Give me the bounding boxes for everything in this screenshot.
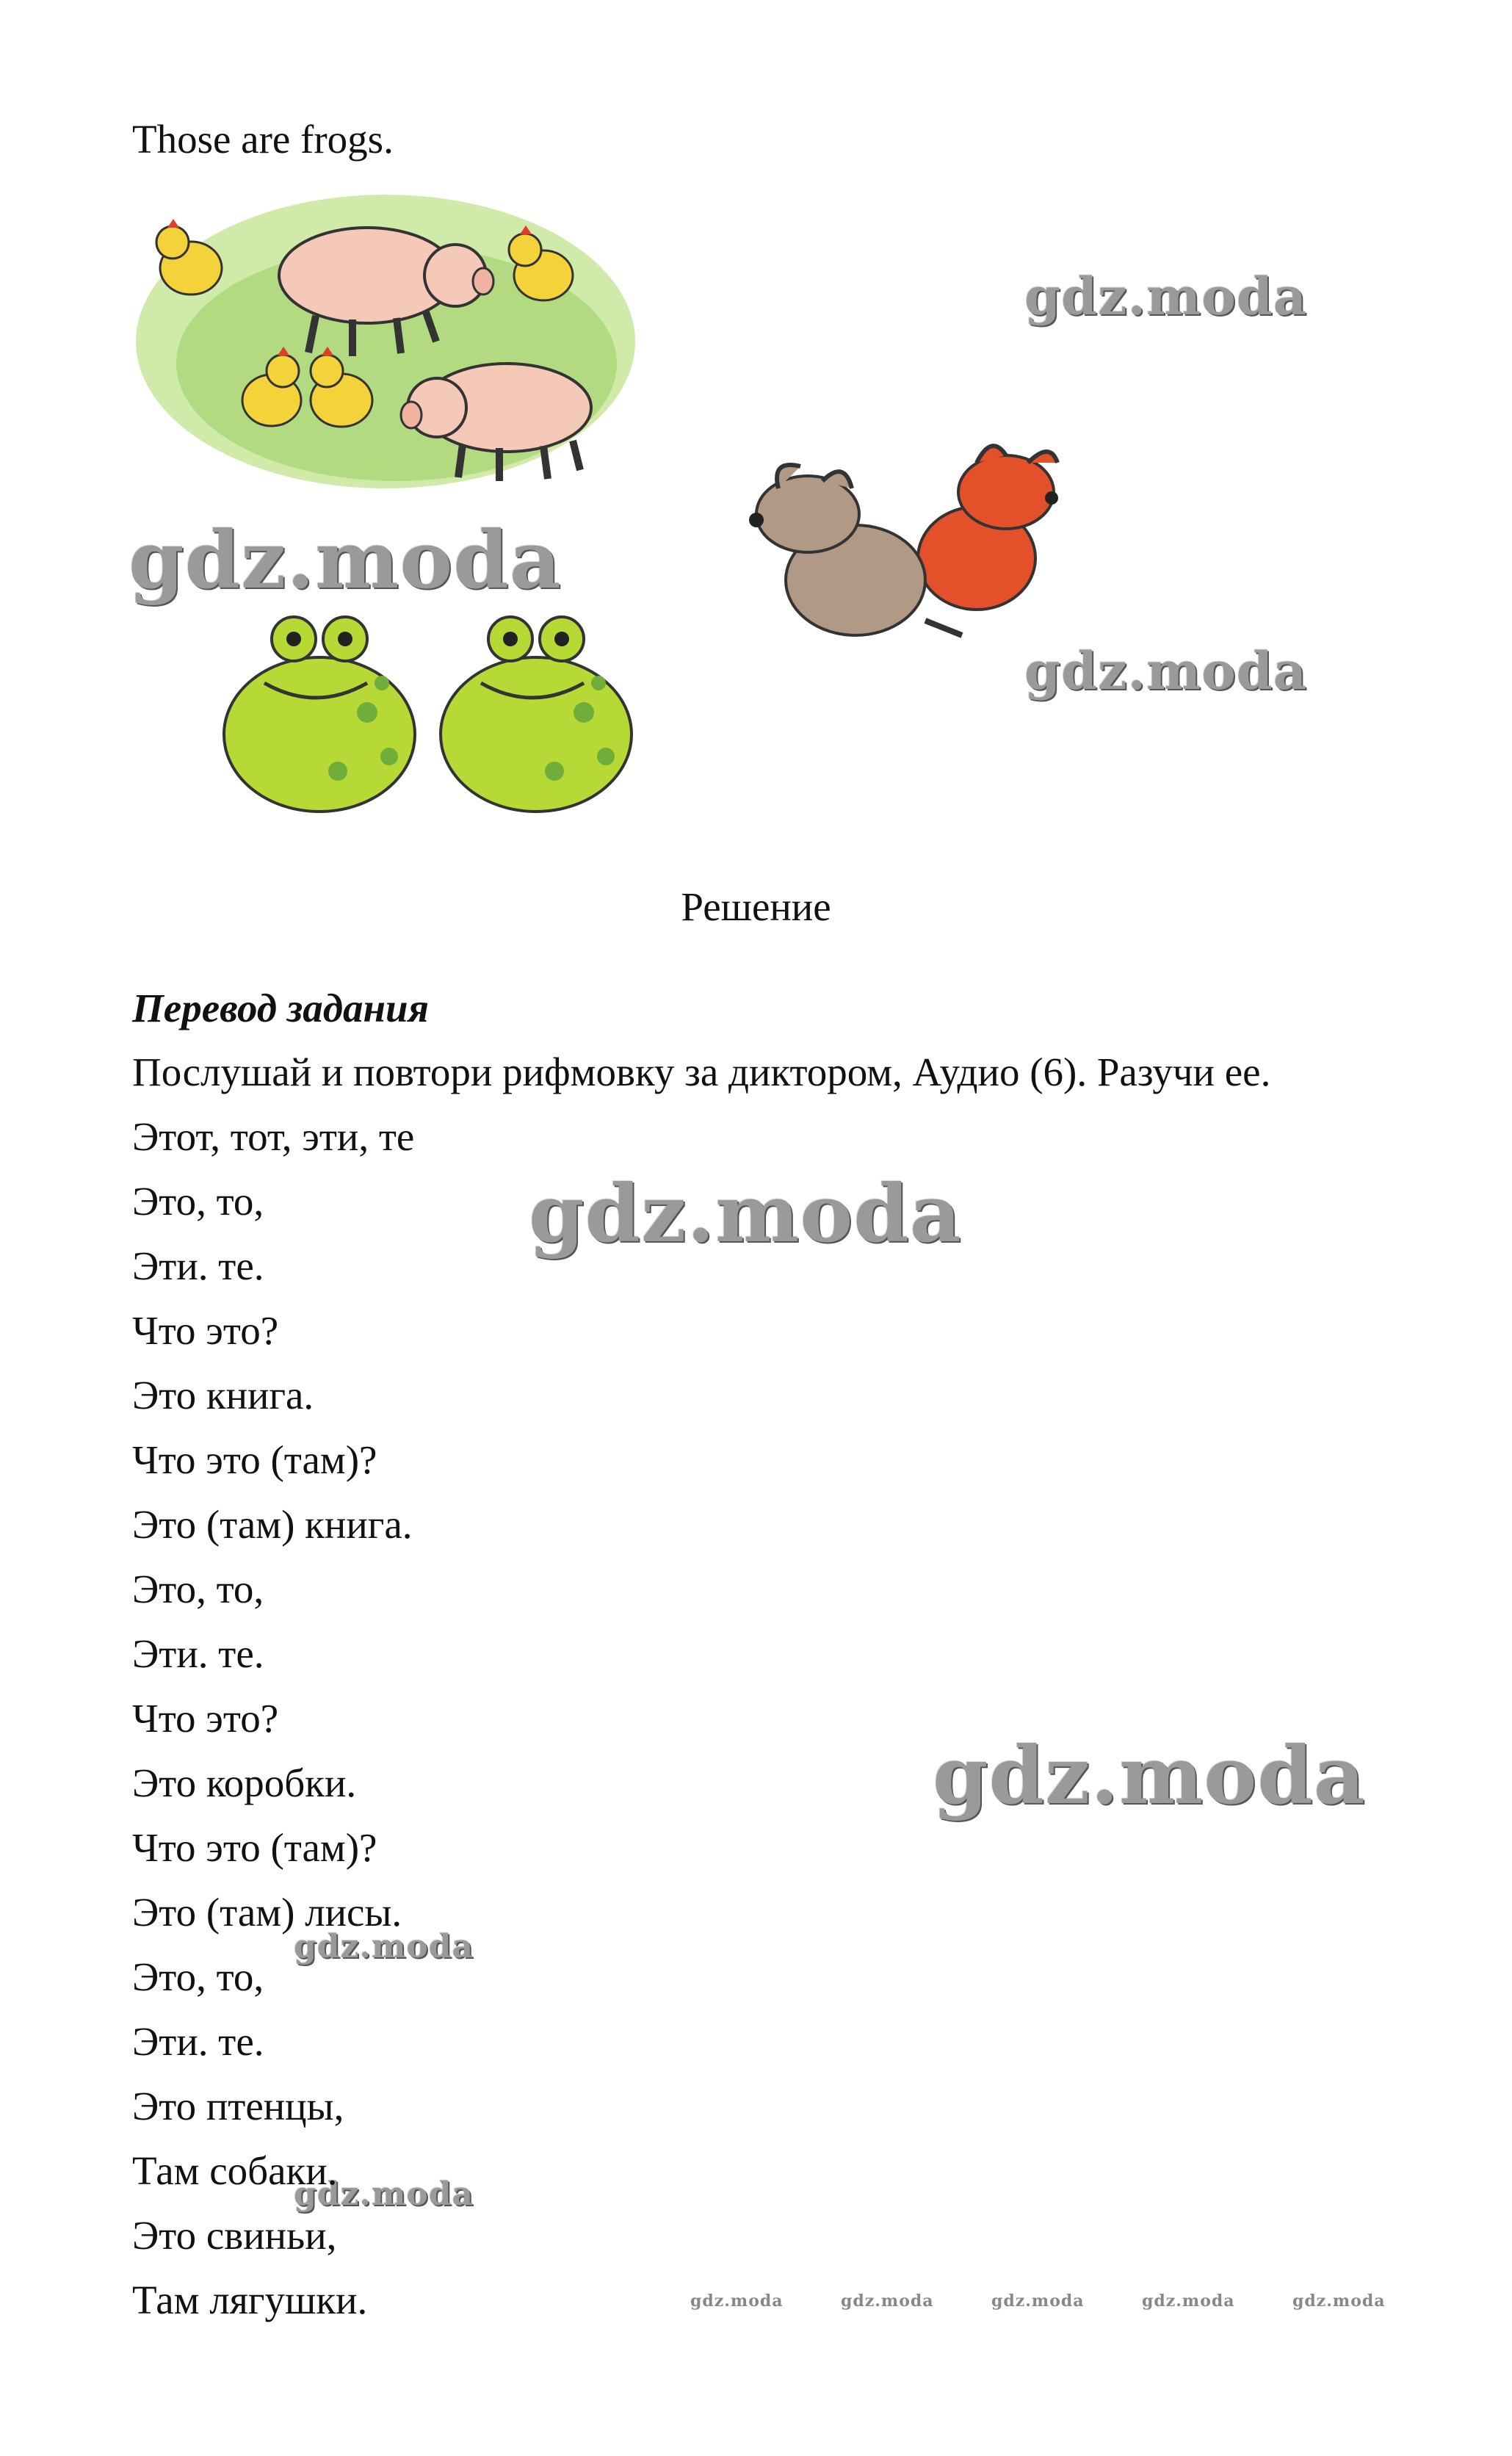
watermark: gdz.moda [933, 1730, 1366, 1822]
poem-line: Этот, тот, эти, те [132, 1114, 415, 1159]
watermark: gdz.moda [1142, 2291, 1235, 2311]
poem-line: Что это? [132, 1308, 279, 1353]
poem-line: Эти. те. [132, 1243, 264, 1288]
poem-line: Там собаки. [132, 2148, 338, 2193]
poem-line: Это, то, [132, 1954, 264, 1999]
poem-line: Там лягушки. [132, 2278, 368, 2322]
watermark: gdz.moda [690, 2291, 784, 2311]
watermark: gdz.moda [1024, 266, 1308, 327]
poem-line: Это, то, [132, 1567, 264, 1611]
poem-line: Эти. те. [132, 1631, 264, 1676]
watermark: gdz.moda [1024, 640, 1308, 701]
solution-title: Решение [681, 884, 831, 929]
poem-line: Это коробки. [132, 1760, 357, 1805]
poem-line: Это (там) книга. [132, 1502, 413, 1547]
pigs-and-chicks-illustration [132, 187, 639, 496]
watermark: gdz.moda [294, 2175, 474, 2213]
watermark: gdz.moda [1292, 2291, 1386, 2311]
poem-line: Это свиньи, [132, 2213, 337, 2258]
dog-icon [918, 446, 1058, 610]
top-caption: Those are frogs. [132, 117, 394, 162]
frog-icon [224, 617, 415, 812]
watermark: gdz.moda [529, 1168, 962, 1260]
watermark: gdz.moda [294, 1928, 474, 1965]
poem-line: Что это (там)? [132, 1437, 377, 1482]
poem-line: Что это? [132, 1696, 279, 1741]
translation-heading: Перевод задания [132, 986, 429, 1030]
poem-line: Это книга. [132, 1373, 314, 1417]
instruction-text: Послушай и повтори рифмовку за диктором, Аудио (6). Разучи ее. [132, 1050, 1271, 1094]
poem-line: Это птенцы, [132, 2084, 344, 2128]
watermark: gdz.moda [991, 2291, 1085, 2311]
poem-line: Это (там) лисы. [132, 1890, 402, 1935]
watermark: gdz.moda [129, 514, 562, 607]
dogs-illustration [734, 433, 1087, 654]
poem-line: Это, то, [132, 1179, 264, 1224]
poem-line: Эти. те. [132, 2019, 264, 2064]
frog-icon [441, 617, 632, 812]
watermark: gdz.moda [841, 2291, 934, 2311]
chick-icon [156, 219, 222, 295]
frogs-illustration [213, 602, 668, 823]
poem-line: Что это (там)? [132, 1825, 377, 1870]
